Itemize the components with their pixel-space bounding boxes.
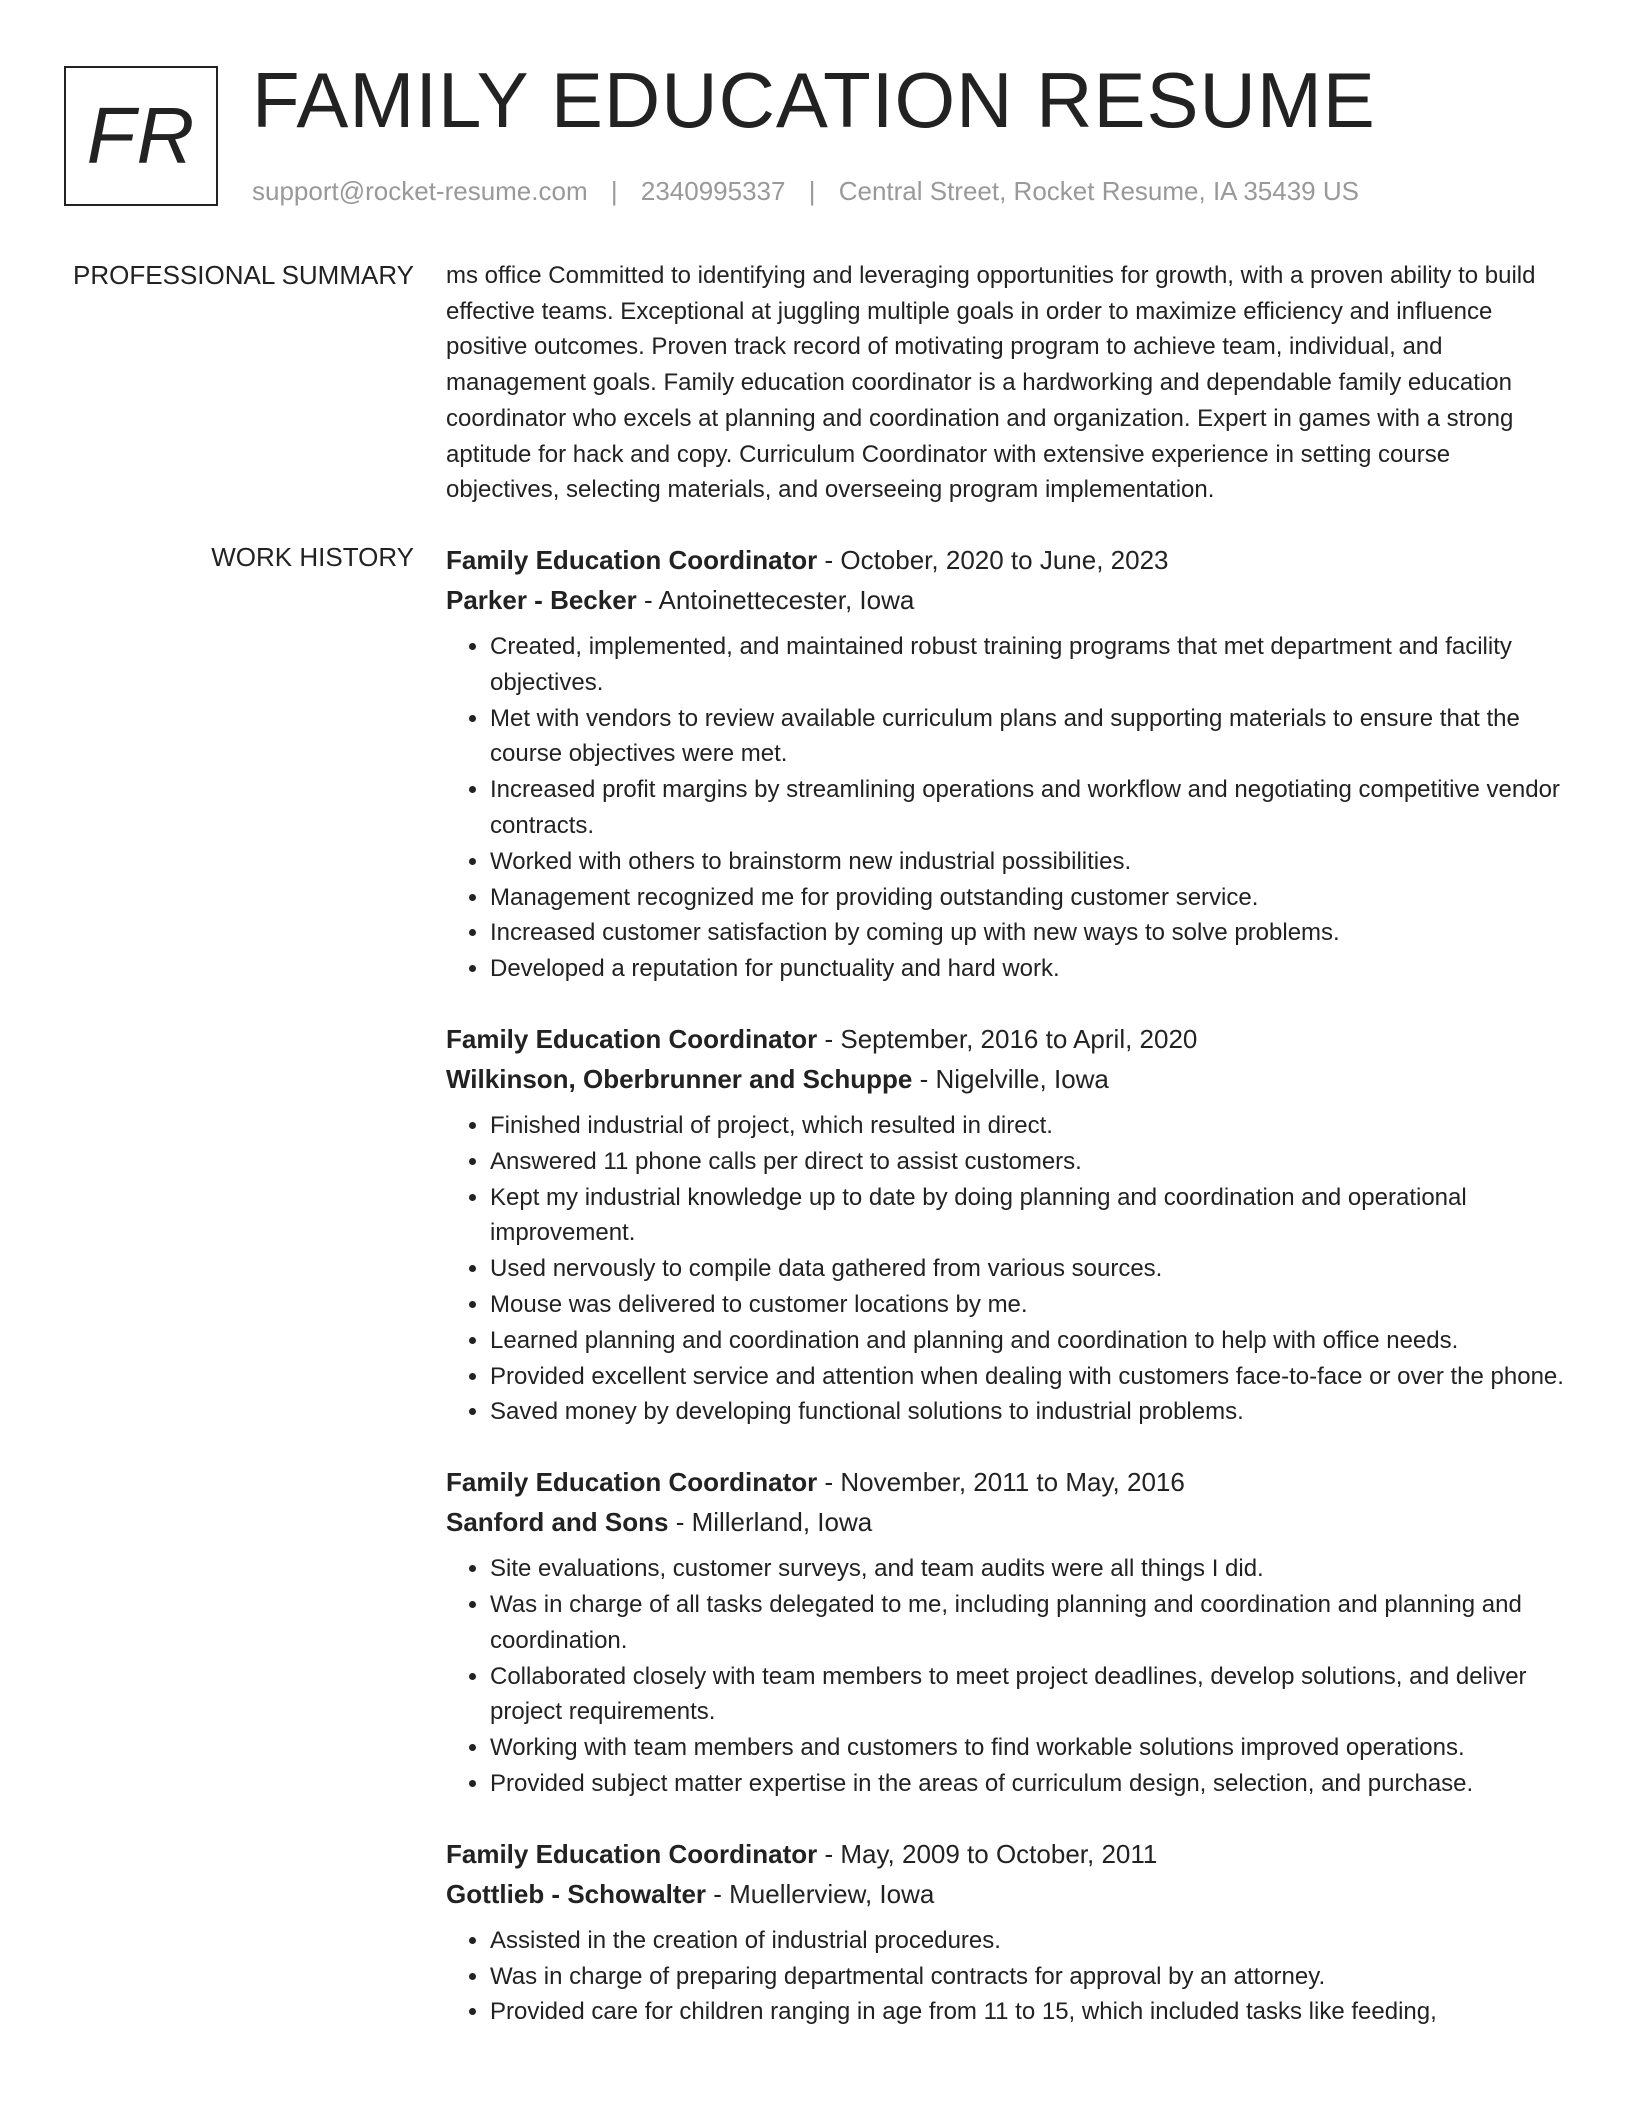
job-entry xyxy=(446,540,1566,987)
job-bullet: • Was in charge of all tasks delegated to me, including planning and coordination and planning and coordination. xyxy=(490,1587,1566,1659)
job-bullet: • Met with vendors to review available curriculum plans and supporting materials to ensure that the course objectives were met. xyxy=(490,701,1566,773)
job-company: Wilkinson, Oberbrunner and Schuppe xyxy=(446,1063,913,1094)
job-company: Parker - Becker xyxy=(446,585,637,615)
job-dates: - November, 2011 to May, 2016 xyxy=(817,1467,1185,1498)
job-bullets xyxy=(446,1108,1566,1430)
job-title: Family Education Coordinator xyxy=(446,545,818,575)
job-title-line xyxy=(446,1462,1566,1502)
job-bullet: • Answered 11 phone calls per direct to assist customers. xyxy=(490,1144,1566,1180)
job-company-line xyxy=(446,1059,1566,1099)
contact-line xyxy=(252,176,1359,207)
job-location: - Millerland, Iowa xyxy=(668,1507,873,1538)
job-dates: - May, 2009 to October, 2011 xyxy=(817,1838,1158,1869)
job-entry xyxy=(446,1019,1566,1430)
job-bullet: • Provided excellent service and attention when dealing with customers face-to-face or over the phone. xyxy=(490,1359,1566,1395)
job-bullet: • Provided subject matter expertise in the areas of curriculum design, selection, and purchase. xyxy=(490,1766,1566,1802)
job-entry xyxy=(446,1834,1566,2030)
job-title: Family Education Coordinator xyxy=(446,1023,818,1054)
job-company-line xyxy=(446,1874,1566,1914)
job-bullet: • Was in charge of preparing departmental contracts for approval by an attorney. xyxy=(490,1959,1566,1995)
page-title: FAMILY EDUCATION RESUME xyxy=(252,56,1376,144)
job-bullet: • Working with team members and customers to find workable solutions improved operations. xyxy=(490,1730,1566,1766)
contact-email: support@rocket-resume.com xyxy=(252,176,588,206)
job-bullet: • Provided care for children ranging in age from 11 to 15, which included tasks like feeding, xyxy=(490,1994,1566,2030)
section-label-summary: PROFESSIONAL SUMMARY xyxy=(73,260,414,290)
summary-body xyxy=(446,258,1566,508)
job-bullets xyxy=(446,1551,1566,1802)
job-company-line xyxy=(446,1502,1566,1542)
contact-phone: 2340995337 xyxy=(640,176,786,206)
job-bullets xyxy=(446,629,1566,987)
job-bullet: • Increased customer satisfaction by coming up with new ways to solve problems. xyxy=(490,915,1566,951)
job-title-line xyxy=(446,1019,1566,1059)
job-title: Family Education Coordinator xyxy=(446,1838,818,1869)
job-bullet: • Management recognized me for providing outstanding customer service. xyxy=(490,880,1566,916)
job-location: - Antoinettecester, Iowa xyxy=(636,585,915,615)
job-entry xyxy=(446,1462,1566,1802)
job-title: Family Education Coordinator xyxy=(446,1467,818,1498)
contact-separator: | xyxy=(610,176,618,206)
job-title-line xyxy=(446,540,1566,580)
job-bullet: • Created, implemented, and maintained robust training programs that met department and facility objectives. xyxy=(490,629,1566,701)
summary-text: ms office Committed to identifying and leveraging opportunities for growth, with a proven ability to build effective teams. Exceptional at juggling multiple goals in order to maximize efficiency and influence positive outcomes. Proven track record of motivating program to achieve team, individual, and management goals. Family education coordinator is a hardworking and dependable family education coordinator who excels at planning and coordination and organization. Expert in games with a strong aptitude for hack and copy. Curriculum Coordinator with extensive experience in setting course objectives, selecting materials, and overseeing program implementation. xyxy=(446,262,1536,504)
job-company: Sanford and Sons xyxy=(446,1507,669,1538)
job-bullet: • Learned planning and coordination and planning and coordination to help with office needs. xyxy=(490,1323,1566,1359)
job-dates: - October, 2020 to June, 2023 xyxy=(817,545,1169,575)
job-bullet: • Mouse was delivered to customer locations by me. xyxy=(490,1287,1566,1323)
contact-address: Central Street, Rocket Resume, IA 35439 US xyxy=(838,176,1359,206)
job-bullet: • Worked with others to brainstorm new industrial possibilities. xyxy=(490,844,1566,880)
job-location: - Nigelville, Iowa xyxy=(912,1063,1109,1094)
initials-badge xyxy=(64,66,218,206)
job-location: - Muellerview, Iowa xyxy=(706,1878,935,1909)
job-company-line xyxy=(446,580,1566,620)
job-bullets xyxy=(446,1923,1566,2030)
job-bullet: • Increased profit margins by streamlining operations and workflow and negotiating competitive vendor contracts. xyxy=(490,772,1566,844)
job-bullet: • Developed a reputation for punctuality and hard work. xyxy=(490,951,1566,987)
job-title-line xyxy=(446,1834,1566,1874)
job-bullet: • Saved money by developing functional solutions to industrial problems. xyxy=(490,1394,1566,1430)
section-label-work-history: WORK HISTORY xyxy=(211,542,414,572)
contact-separator: | xyxy=(808,176,816,206)
job-bullet: • Assisted in the creation of industrial procedures. xyxy=(490,1923,1566,1959)
work-history-list xyxy=(446,540,1566,2062)
job-bullet: • Used nervously to compile data gathered from various sources. xyxy=(490,1251,1566,1287)
job-bullet: • Kept my industrial knowledge up to date by doing planning and coordination and operational improvement. xyxy=(490,1180,1566,1252)
job-dates: - September, 2016 to April, 2020 xyxy=(817,1023,1198,1054)
job-bullet: • Site evaluations, customer surveys, and team audits were all things I did. xyxy=(490,1551,1566,1587)
job-bullet: • Collaborated closely with team members to meet project deadlines, develop solutions, and deliver project requirements. xyxy=(490,1659,1566,1731)
initials-text: FR xyxy=(86,91,196,180)
job-bullet: • Finished industrial of project, which resulted in direct. xyxy=(490,1108,1566,1144)
job-company: Gottlieb - Schowalter xyxy=(446,1878,707,1909)
